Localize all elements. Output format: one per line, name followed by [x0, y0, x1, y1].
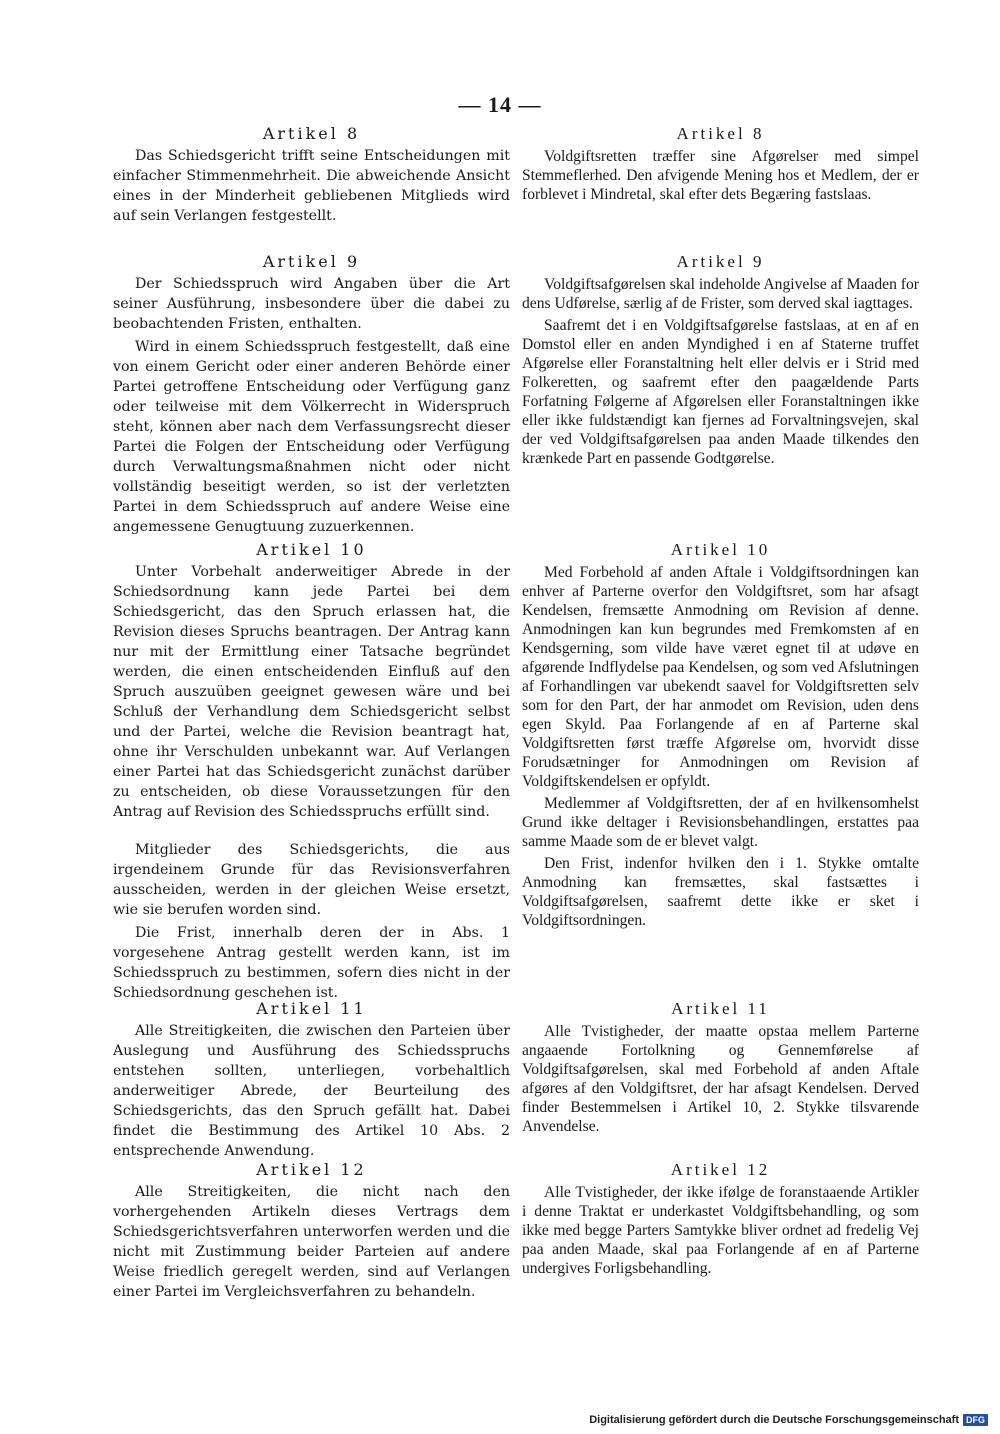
article-12-de — [113, 1160, 510, 1305]
article-paragraph: Das Schiedsgericht trifft seine Entscheidungen mit einfacher Stimmenmehrheit. Die abweichende Ansicht eines in der Minderheit gebliebenen Mitglieds wird auf sein Verlangen festgestellt. — [113, 148, 510, 224]
article-paragraph: Mitglieder des Schiedsgerichts, die aus irgendeinem Grunde für das Revisionsverfahren ausscheiden, werden in der gleichen Weise ersetzt, wie sie berufen worden sind. — [113, 842, 510, 918]
article-title: Artikel 10 — [256, 540, 367, 559]
article-paragraph: Alle Tvistigheder, der maatte opstaa mellem Parterne angaaende Fortolkning og Gennemførelse af Voldgiftsafgørelsen, skal med Forbehold af anden Aftale afgøres af den Voldgiftsret, der har afsagt Kendelsen. Derved finder Bestemmelsen i Artikel 10, 2. Stykke tilsvarende Anvendelse. — [522, 1023, 919, 1135]
article-title: Artikel 12 — [670, 1160, 771, 1179]
article-paragraph: Med Forbehold af anden Aftale i Voldgiftsordningen kan enhver af Parterne overfor den Voldgiftsret, som har afsagt Kendelsen, fremsætte Anmodning om Revision af denne. Anmodningen kan kun begrundes med Fremkomsten af en Kendsgerning, som vilde have været egnet til at udøve en afgørende Indflydelse paa Kendelsen, og som ved Afslutningen af Forhandlingen var ubekendt saavel for Voldgiftsretten selv som for den Part, der har anmodet om Revision, uden dens egen Skyld. Paa Forlangende af en af Parterne skal Voldgiftsretten først træffe Afgørelse om, hvorvidt disse Forudsætninger for Anmodningen om Revision af Voldgiftskendelsen er opfyldt. — [522, 564, 919, 790]
article-paragraph: Die Frist, innerhalb deren der in Abs. 1 vorgesehene Antrag gestellt werden kann, ist im Schiedsspruch zu bestimmen, sofern dies nicht in der Schiedsordnung geschehen ist. — [113, 925, 510, 1001]
article-8-da — [522, 124, 919, 207]
article-title: Artikel 12 — [256, 1160, 367, 1179]
article-8-de — [113, 124, 510, 229]
article-title: Artikel 8 — [676, 124, 765, 143]
article-paragraph: Der Schiedsspruch wird Angaben über die Art seiner Ausführung, insbesondere über die dabei zu beobachtenden Fristen, enthalten. — [113, 276, 510, 332]
article-12-da — [522, 1160, 919, 1281]
dfg-logo-icon: DFG — [963, 1414, 988, 1426]
article-title: Artikel 11 — [671, 999, 770, 1018]
footer-text: Digitalisierung gefördert durch die Deutsche Forschungsgemeinschaft — [589, 1414, 959, 1426]
article-title: Artikel 9 — [262, 252, 361, 271]
article-title: Artikel 11 — [256, 999, 367, 1018]
article-11-da — [522, 999, 919, 1139]
page-number: — 14 — — [458, 92, 542, 117]
article-title: Artikel 8 — [262, 124, 361, 143]
article-paragraph: Medlemmer af Voldgiftsretten, der af en hvilkensomhelst Grund ikke deltager i Revisionsbehandlingen, erstattes paa samme Maade som de er blevet valgt. — [522, 795, 919, 850]
article-11-de — [113, 999, 510, 1164]
article-paragraph: Voldgiftsafgørelsen skal indeholde Angivelse af Maaden for dens Udførelse, særlig af de Frister, som derved skal iagttages. — [522, 276, 919, 312]
article-paragraph: Alle Streitigkeiten, die zwischen den Parteien über Auslegung und Ausführung des Schiedsspruchs entstehen sollten, unterliegen, vorbehaltlich anderweitiger Abrede, der Beurteilung des Schiedsgerichts, das den Spruch gefällt hat. Dabei findet die Bestimmung des Artikel 10 Abs. 2 entsprechende Anwendung. — [113, 1023, 510, 1159]
article-paragraph: Alle Tvistigheder, der ikke ifølge de foranstaaende Artikler i denne Traktat er underkastet Voldgiftsbehandling, og som ikke med begge Parters Samtykke bliver ordnet ad fredelig Vej paa anden Maade, skal paa Forlangende af en af Parterne undergives Forligsbehandling. — [522, 1184, 919, 1277]
article-paragraph: Den Frist, indenfor hvilken den i 1. Stykke omtalte Anmodning kan fremsættes, skal fastsættes i Voldgiftsafgørelsen, saafremt dette ikke er sket i Voldgiftsordningen. — [522, 855, 919, 929]
article-paragraph: Wird in einem Schiedsspruch festgestellt, daß eine von einem Gericht oder einer anderen Behörde einer Partei getroffene Entscheidung oder Verfügung ganz oder teilweise mit dem Völkerrecht in Widerspruch steht, können aber nach dem Verfassungsrecht dieser Partei die Folgen der Entscheidung oder Verfügung durch Verwaltungsmaßnahmen nicht oder nicht vollständig beseitigt werden, so ist der verletzten Partei in dem Schiedsspruch auf andere Weise eine angemessene Genugtuung zuzuerkennen. — [113, 339, 510, 535]
article-paragraph: Unter Vorbehalt anderweitiger Abrede in der Schiedsordnung kann jede Partei bei dem Schiedsgericht, das den Spruch erlassen hat, die Revision dieses Spruchs beantragen. Der Antrag kann nur mit der Ermittlung einer Tatsache begründet werden, die einen entscheidenden Einfluß auf den Spruch auszuüben geeignet gewesen wäre und bei Schluß der Verhandlung dem Schiedsgericht selbst und der Partei, welche die Revision beantragt hat, ohne ihr Verschulden unbekannt war. Auf Verlangen einer Partei hat das Schiedsgericht zunächst darüber zu entscheiden, ob diese Voraussetzungen für den Antrag auf Revision des Schiedsspruchs erfüllt sind. — [113, 564, 510, 820]
article-title: Artikel 9 — [676, 252, 765, 271]
digitization-footer — [589, 1414, 988, 1426]
article-10-de — [113, 540, 510, 1006]
article-paragraph: Voldgiftsretten træffer sine Afgørelser med simpel Stemmeflerhed. Den afvigende Mening hos et Medlem, der er forblevet i Mindretal, skal efter dets Begæring fastslaas. — [522, 148, 919, 203]
article-title: Artikel 10 — [670, 540, 771, 559]
article-9-de — [113, 252, 510, 540]
article-10-da — [522, 540, 919, 933]
article-9-da — [522, 252, 919, 471]
article-paragraph: Alle Streitigkeiten, die nicht nach den vorhergehenden Artikeln dieses Vertrags dem Schiedsgerichtsverfahren unterworfen werden und die nicht mit Zustimmung beider Parteien auf andere Weise friedlich geregelt werden, sind auf Verlangen einer Partei im Vergleichsverfahren zu behandeln. — [113, 1184, 510, 1300]
article-paragraph: Saafremt det i en Voldgiftsafgørelse fastslaas, at en af en Domstol eller en anden Myndighed i en af Staterne truffet Afgørelse eller Foranstaltning helt eller delvis er i Strid med Folkeretten, og saafremt efter den paagældende Parts Forfatning Følgerne af Afgørelsen eller Foranstaltningen ikke eller ikke fuldstændigt kan fjernes ad Forvaltningsvejen, skal der ved Voldgiftsafgørelsen paa anden Maade tilkendes den krænkede Part en passende Godtgørelse. — [522, 317, 919, 467]
